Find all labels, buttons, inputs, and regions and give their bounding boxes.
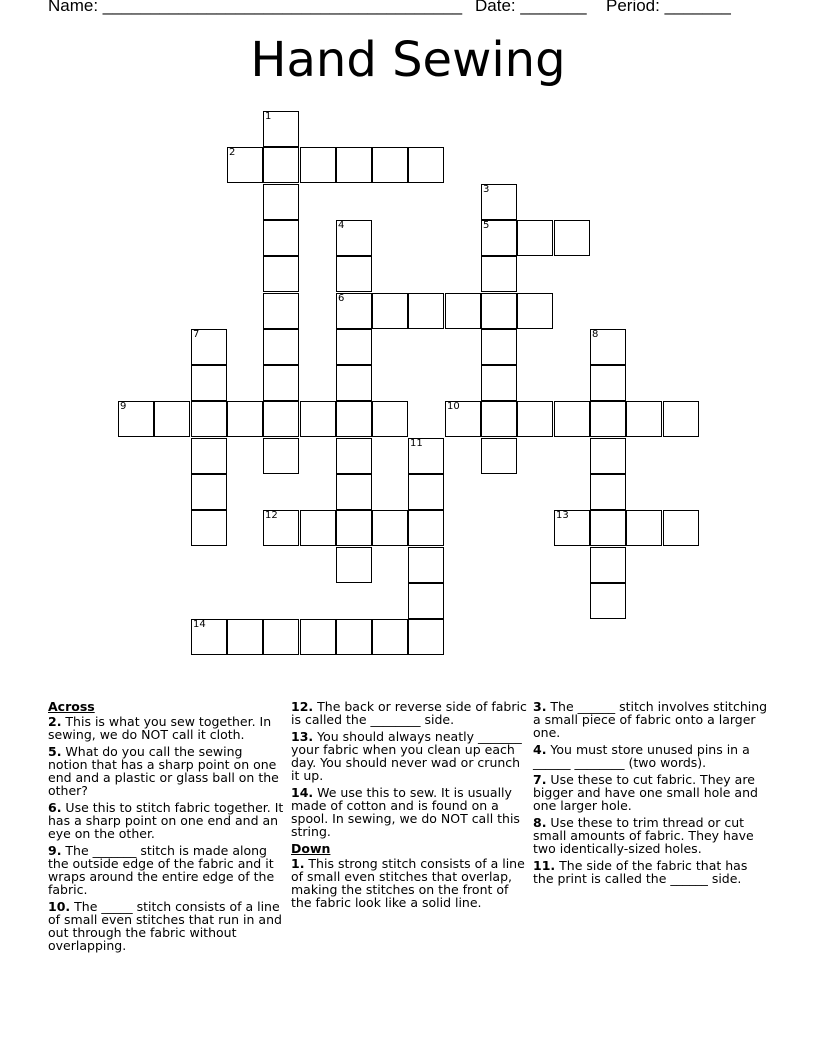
crossword-cell[interactable] [263, 329, 299, 365]
crossword-cell[interactable] [481, 293, 517, 329]
crossword-cell[interactable] [263, 619, 299, 655]
clue-number-label: 11 [410, 438, 423, 449]
page-title: Hand Sewing [250, 32, 566, 88]
date-field-label: Date: _______ [475, 0, 587, 15]
crossword-cell[interactable] [481, 438, 517, 474]
crossword-cell[interactable] [408, 619, 444, 655]
crossword-cell[interactable] [263, 510, 299, 546]
crossword-cell[interactable] [590, 583, 626, 619]
crossword-cell[interactable] [263, 147, 299, 183]
crossword-cell[interactable] [336, 329, 372, 365]
crossword-cell[interactable] [263, 401, 299, 437]
crossword-cell[interactable] [481, 401, 517, 437]
crossword-cell[interactable] [191, 329, 227, 365]
crossword-cell[interactable] [554, 401, 590, 437]
crossword-cell[interactable] [481, 365, 517, 401]
crossword-cell[interactable] [336, 365, 372, 401]
clue-across-9: 9. The _______ stitch is made along the outside edge of the fabric and it wraps around the entire edge of the fabric. [48, 843, 275, 897]
clue-number-label: 6 [338, 293, 345, 304]
crossword-cell[interactable] [336, 256, 372, 292]
crossword-cell[interactable] [481, 184, 517, 220]
down-heading: Down [291, 841, 331, 856]
clue-down-4: 4. You must store unused pins in a ______ ________ (two words). [533, 742, 750, 770]
crossword-cell[interactable] [663, 401, 699, 437]
clues-column-2 [291, 700, 527, 913]
crossword-cell[interactable] [663, 510, 699, 546]
clue-number-label: 3 [483, 184, 490, 195]
clue-across-13: 13. You should always neatly _______ your fabric when you clean up each day. You should never wad or crunch it up. [291, 729, 522, 783]
crossword-cell[interactable] [372, 510, 408, 546]
crossword-cell[interactable] [408, 293, 444, 329]
crossword-cell[interactable] [336, 619, 372, 655]
crossword-cell[interactable] [191, 510, 227, 546]
crossword-cell[interactable] [481, 256, 517, 292]
clue-across-5: 5. What do you call the sewing notion that has a sharp point on one end and a plastic or glass ball on the other? [48, 744, 279, 798]
clue-number-label: 7 [193, 329, 200, 340]
crossword-cell[interactable] [191, 438, 227, 474]
clue-number-label: 5 [483, 220, 490, 231]
crossword-cell[interactable] [554, 220, 590, 256]
clue-across-14: 14. We use this to sew. It is usually made of cotton and is found on a spool. In sewing, we do NOT call this string. [291, 785, 520, 839]
crossword-cell[interactable] [227, 147, 263, 183]
clue-number-label: 13 [556, 510, 569, 521]
clue-down-11: 11. The side of the fabric that has the print is called the ______ side. [533, 858, 748, 886]
crossword-cell[interactable] [263, 184, 299, 220]
crossword-cell[interactable] [408, 547, 444, 583]
crossword-cell[interactable] [372, 401, 408, 437]
crossword-cell[interactable] [590, 401, 626, 437]
crossword-cell[interactable] [372, 619, 408, 655]
crossword-cell[interactable] [517, 401, 553, 437]
crossword-cell[interactable] [445, 401, 481, 437]
crossword-cell[interactable] [408, 583, 444, 619]
crossword-cell[interactable] [590, 329, 626, 365]
crossword-cell[interactable] [445, 293, 481, 329]
clue-number-label: 14 [193, 619, 206, 630]
clues-column-3 [533, 700, 769, 889]
crossword-cell[interactable] [408, 510, 444, 546]
crossword-cell[interactable] [408, 474, 444, 510]
clue-down-3: 3. The ______ stitch involves stitching a small piece of fabric onto a larger one. [533, 699, 768, 740]
crossword-cell[interactable] [263, 365, 299, 401]
crossword-cell[interactable] [517, 293, 553, 329]
crossword-cell[interactable] [191, 474, 227, 510]
crossword-cell[interactable] [191, 619, 227, 655]
clue-across-12: 12. The back or reverse side of fabric is called the ________ side. [291, 699, 527, 727]
clue-across-10: 10. The _____ stitch consists of a line of small even stitches that run in and out through the fabric without overlapping. [48, 899, 282, 953]
name-field-label: Name: ______________________________________ [48, 0, 463, 15]
crossword-cell[interactable] [336, 147, 372, 183]
clue-across-2: 2. This is what you sew together. In sewing, we do NOT call it cloth. [48, 714, 272, 742]
crossword-cell[interactable] [336, 510, 372, 546]
crossword-cell[interactable] [300, 147, 336, 183]
crossword-cell[interactable] [263, 111, 299, 147]
crossword-cell[interactable] [263, 293, 299, 329]
crossword-cell[interactable] [626, 510, 662, 546]
crossword-cell[interactable] [481, 220, 517, 256]
crossword-cell[interactable] [481, 329, 517, 365]
clue-number-label: 12 [265, 510, 278, 521]
crossword-cell[interactable] [300, 510, 336, 546]
crossword-cell[interactable] [191, 365, 227, 401]
clue-number-label: 9 [120, 401, 127, 412]
across-heading: Across [48, 699, 95, 714]
crossword-cell[interactable] [300, 619, 336, 655]
crossword-cell[interactable] [336, 547, 372, 583]
clue-number-label: 2 [229, 147, 236, 158]
crossword-cell[interactable] [227, 619, 263, 655]
crossword-cell[interactable] [154, 401, 190, 437]
crossword-cell[interactable] [336, 401, 372, 437]
crossword-cell[interactable] [336, 474, 372, 510]
crossword-cell[interactable] [263, 438, 299, 474]
crossword-cell[interactable] [336, 293, 372, 329]
period-field-label: Period: _______ [606, 0, 731, 15]
crossword-cell[interactable] [408, 438, 444, 474]
clues-column-1 [48, 700, 284, 956]
crossword-cell[interactable] [191, 401, 227, 437]
crossword-cell[interactable] [590, 474, 626, 510]
crossword-cell[interactable] [263, 220, 299, 256]
crossword-cell[interactable] [590, 438, 626, 474]
crossword-cell[interactable] [336, 438, 372, 474]
crossword-cell[interactable] [336, 220, 372, 256]
crossword-cell[interactable] [227, 401, 263, 437]
clue-number-label: 8 [592, 329, 599, 340]
clue-number-label: 1 [265, 111, 272, 122]
crossword-cell[interactable] [372, 293, 408, 329]
clue-down-7: 7. Use these to cut fabric. They are bigger and have one small hole and one larger hole. [533, 772, 758, 813]
crossword-cell[interactable] [372, 147, 408, 183]
crossword-cell[interactable] [590, 547, 626, 583]
crossword-cell[interactable] [590, 365, 626, 401]
clue-number-label: 4 [338, 220, 345, 231]
clue-down-1: 1. This strong stitch consists of a line of small even stitches that overlap, making the stitches on the front of the fabric look like a solid line. [291, 856, 525, 910]
crossword-cell[interactable] [517, 220, 553, 256]
clue-across-6: 6. Use this to stitch fabric together. It has a sharp point on one end and an eye on the other. [48, 800, 284, 841]
crossword-cell[interactable] [626, 401, 662, 437]
crossword-cell[interactable] [554, 510, 590, 546]
crossword-cell[interactable] [408, 147, 444, 183]
crossword-cell[interactable] [300, 401, 336, 437]
clue-number-label: 10 [447, 401, 460, 412]
crossword-cell[interactable] [590, 510, 626, 546]
crossword-cell[interactable] [118, 401, 154, 437]
clue-down-8: 8. Use these to trim thread or cut small amounts of fabric. They have two identically-sized holes. [533, 815, 754, 856]
crossword-cell[interactable] [263, 256, 299, 292]
